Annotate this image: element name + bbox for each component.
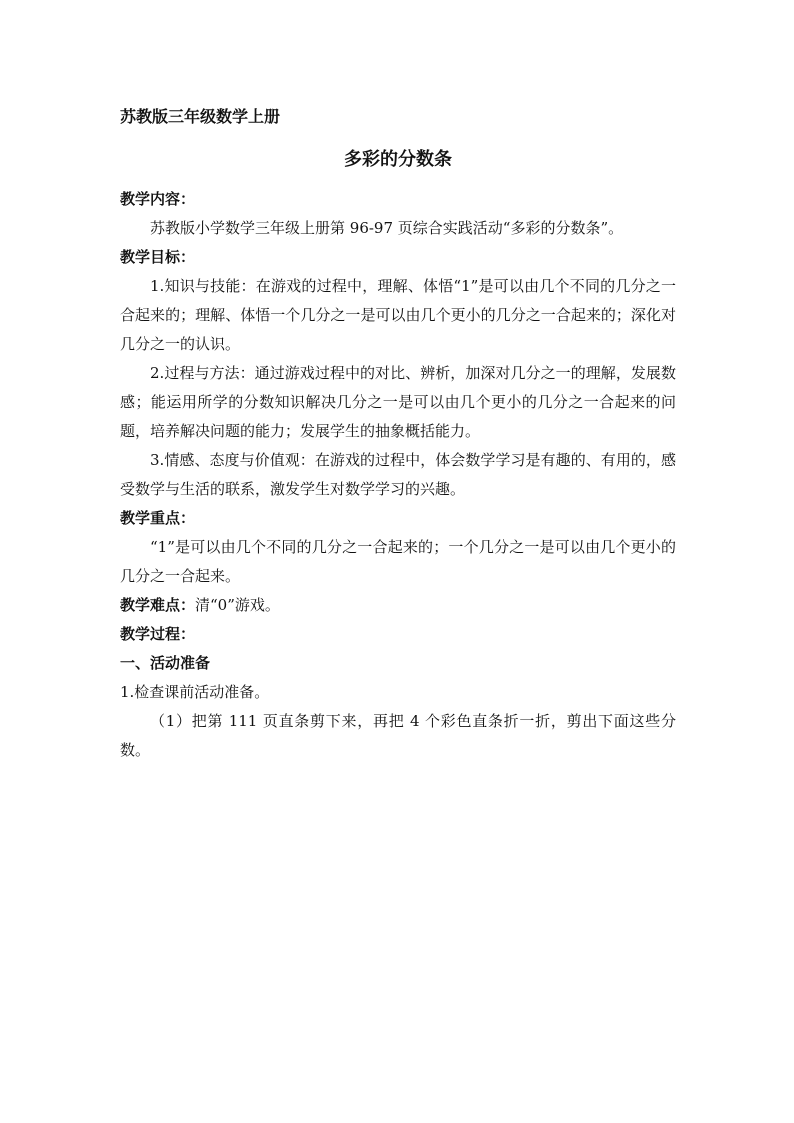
difficulty-row xyxy=(120,591,676,620)
key-points-heading: 教学重点： xyxy=(120,509,196,527)
content-text: 苏教版小学数学三年级上册第 96-97 页综合实践活动“多彩的分数条”。 xyxy=(150,219,624,237)
difficulty-heading: 教学难点： xyxy=(120,596,196,614)
objective-knowledge: 1.知识与技能：在游戏的过程中，理解、体悟“1”是可以由几个不同的几分之一合起来的；理解、体悟一个几分之一是可以由几个更小的几分之一合起来的；深化对几分之一的认识。 xyxy=(120,277,676,353)
objective-process: 2.过程与方法：通过游戏过程中的对比、辨析，加深对几分之一的理解，发展数感；能运用所学的分数知识解决几分之一是可以由几个更小的几分之一合起来的问题，培养解决问题的能力；发展学生的抽象概括能力。 xyxy=(120,364,676,440)
difficulty-text: 清“0”游戏。 xyxy=(195,596,280,614)
book-title: 苏教版三年级数学上册 xyxy=(120,107,281,126)
part1-heading: 一、活动准备 xyxy=(120,654,211,672)
key-points-text: “1”是可以由几个不同的几分之一合起来的；一个几分之一是可以由几个更小的几分之一合起来。 xyxy=(120,538,676,585)
lesson-title: 多彩的分数条 xyxy=(344,149,452,170)
content-heading: 教学内容： xyxy=(120,190,196,208)
objectives-heading: 教学目标： xyxy=(120,248,196,266)
step1-text: 1.检查课前活动准备。 xyxy=(120,683,270,701)
document-page xyxy=(120,105,676,765)
step1-detail: （1）把第 111 页直条剪下来，再把 4 个彩色直条折一折，剪出下面这些分数。 xyxy=(120,712,676,759)
objective-attitude: 3.情感、态度与价值观：在游戏的过程中，体会数学学习是有趣的、有用的，感受数学与生活的联系，激发学生对数学学习的兴趣。 xyxy=(120,451,676,498)
process-heading: 教学过程： xyxy=(120,625,196,643)
